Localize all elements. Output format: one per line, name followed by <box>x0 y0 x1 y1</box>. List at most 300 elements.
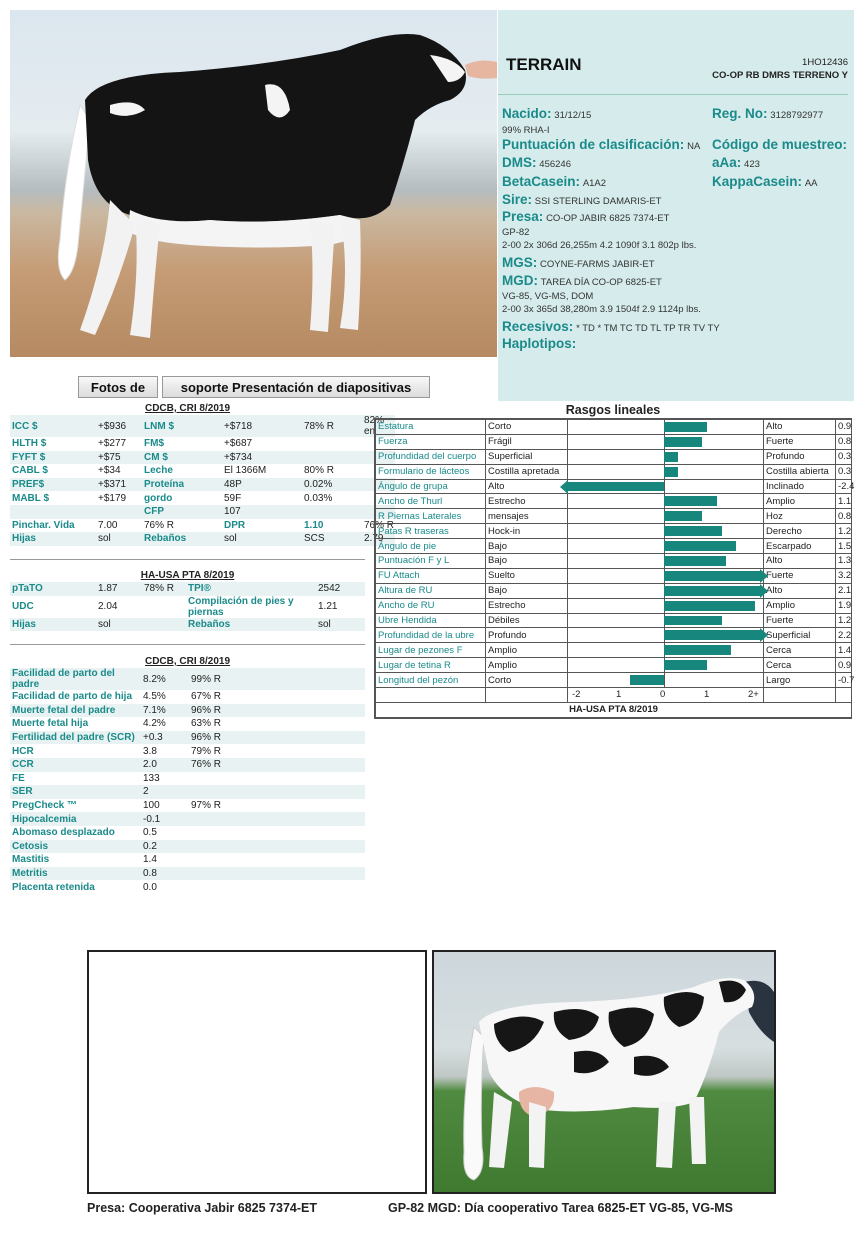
ha-table <box>10 582 365 631</box>
table-cell: SCS <box>302 532 362 546</box>
table-cell: -0.1 <box>141 812 189 826</box>
table-cell: +0.3 <box>141 731 189 745</box>
trait-bar <box>568 482 664 492</box>
trait-row <box>376 479 852 494</box>
caption-mgd: GP-82 MGD: Día cooperativo Tarea 6825-ET VG-85, VG-MS <box>388 1201 734 1215</box>
trait-value: 3.2 <box>836 568 852 583</box>
table-cell <box>189 772 365 786</box>
beta-label: BetaCasein: <box>502 174 581 189</box>
table-cell: gordo <box>144 492 173 504</box>
trait-bar <box>664 556 726 566</box>
trait-name: Ángulo de grupa <box>376 479 486 494</box>
table-cell: Metritis <box>10 867 141 881</box>
table-cell: 48P <box>222 478 302 492</box>
table-cell: +$75 <box>96 451 142 465</box>
table-row <box>10 478 395 492</box>
trait-high-label: Alto <box>764 420 836 435</box>
presa-value: CO-OP JABIR 6825 7374-ET <box>546 213 670 224</box>
trait-bar-cell <box>568 539 764 554</box>
table-row <box>10 464 395 478</box>
table-cell: LNM $ <box>142 415 222 437</box>
recesivos-label: Recesivos: <box>502 319 574 334</box>
beta-value: A1A2 <box>582 178 607 189</box>
trait-value: 1.3 <box>836 554 852 569</box>
table-cell: 4.2% <box>143 718 166 730</box>
aaa-label: aAa: <box>712 155 742 170</box>
linear-traits-chart <box>374 418 855 719</box>
sire-label: Sire: <box>502 192 533 207</box>
footer-row <box>376 702 852 717</box>
table-cell: sol <box>222 532 302 546</box>
trait-high-label: Profundo <box>764 449 836 464</box>
trait-high-label: Fuerte <box>764 434 836 449</box>
trait-row <box>376 464 852 479</box>
table-cell <box>189 840 365 854</box>
table-cell: Hipocalcemia <box>10 812 141 826</box>
table-cell: ICC $ <box>10 415 96 437</box>
table-row <box>10 437 395 451</box>
trait-low-label: Bajo <box>486 539 568 554</box>
mgs-label: MGS: <box>502 255 538 270</box>
table-cell: 1.21 <box>318 601 338 613</box>
linear-table <box>375 419 855 718</box>
trait-row <box>376 539 852 554</box>
trait-bar-cell <box>568 420 764 435</box>
table-cell: Hijas <box>10 618 96 632</box>
overflow-arrow <box>760 569 768 583</box>
trait-value: 2.1 <box>836 583 852 598</box>
table-cell: 7.00 <box>98 519 118 531</box>
trait-bar <box>664 571 760 581</box>
trait-bar-cell <box>568 494 764 509</box>
trait-high-label: Amplio <box>764 494 836 509</box>
trait-name: FU Attach <box>376 568 486 583</box>
table-cell: 2542 <box>316 582 365 596</box>
trait-row <box>376 628 852 643</box>
trait-name: Ubre Hendida <box>376 613 486 628</box>
trait-high-label: Fuerte <box>764 613 836 628</box>
table-cell: FYFT $ <box>10 451 96 465</box>
trait-low-label: Amplio <box>486 658 568 673</box>
codigo-label: Código de muestreo: <box>712 137 848 152</box>
table-row <box>10 596 365 618</box>
trait-value: 2.2 <box>836 628 852 643</box>
aaa-value: 423 <box>744 159 760 170</box>
trait-bar <box>664 422 707 432</box>
trait-value: 1.1 <box>836 494 852 509</box>
trait-name: Ángulo de pie <box>376 539 486 554</box>
trait-bar <box>664 437 702 447</box>
trait-low-label: Profundo <box>486 628 568 643</box>
table-cell <box>142 596 186 618</box>
trait-row <box>376 673 852 688</box>
table-cell: sol <box>96 532 142 546</box>
table-cell: +$277 <box>98 438 127 450</box>
trait-name: R Piernas Laterales <box>376 509 486 524</box>
table-cell: PregCheck ™ <box>12 800 78 812</box>
animal-name: TERRAIN <box>506 55 582 74</box>
table-cell: El 1366M <box>224 465 267 477</box>
table-row <box>10 491 395 505</box>
table-row <box>10 451 395 465</box>
animal-code: 1HO12436 <box>802 57 848 68</box>
trait-bar-cell <box>568 524 764 539</box>
trait-name: Ancho de RU <box>376 598 486 613</box>
table-row <box>10 744 365 758</box>
trait-row <box>376 583 852 598</box>
table-cell <box>302 505 362 519</box>
divider <box>498 94 848 95</box>
linear-footer: HA-USA PTA 8/2019 <box>376 702 852 717</box>
table-cell: CABL $ <box>12 465 48 477</box>
presa-class: GP-82 <box>502 227 530 238</box>
mgd-value: TAREA DÍA CO-OP 6825-ET <box>540 277 662 288</box>
trait-low-label: Hock-in <box>486 524 568 539</box>
divider <box>10 644 365 645</box>
table-cell: Facilidad de parto del padre <box>10 668 141 690</box>
recesivos-value: * TD * TM TC TD TL TP TR TV TY <box>576 323 720 334</box>
table-cell: 67% R <box>191 691 222 703</box>
haplo-label: Haplotipos: <box>502 336 577 351</box>
trait-name: Altura de RU <box>376 583 486 598</box>
trait-bar <box>664 496 717 506</box>
table-cell: pTaTO <box>10 582 96 596</box>
table-cell: +$34 <box>98 465 121 477</box>
cdcb2-title: CDCB, CRI 8/2019 <box>144 656 231 667</box>
table-row <box>10 519 395 533</box>
fotos-button[interactable]: Fotos de <box>78 376 158 398</box>
trait-bar <box>664 630 760 640</box>
table-cell: sol <box>96 618 142 632</box>
table-cell: 2.79 <box>362 532 395 546</box>
table-row <box>10 668 365 690</box>
trait-high-label: Alto <box>764 554 836 569</box>
table-cell: SER <box>10 785 141 799</box>
trait-value: 1.4 <box>836 643 852 658</box>
ha-title: HA-USA PTA 8/2019 <box>140 570 235 581</box>
trait-value: 1.2 <box>836 613 852 628</box>
axis-tick-label: 1 <box>616 689 622 701</box>
axis-tick-label: -2 <box>572 689 581 701</box>
table-cell <box>189 867 365 881</box>
trait-value: 1.9 <box>836 598 852 613</box>
trait-high-label: Hoz <box>764 509 836 524</box>
trait-low-label: Costilla apretada <box>486 464 568 479</box>
table-row <box>10 758 365 772</box>
trait-bar-cell <box>568 479 764 494</box>
trait-bar-cell <box>568 643 764 658</box>
mgs-value: COYNE-FARMS JABIR-ET <box>540 259 655 270</box>
bull-illustration <box>10 10 497 357</box>
punt-value: NA <box>687 141 701 152</box>
zero-axis <box>664 480 665 494</box>
reg-label: Reg. No: <box>712 106 768 121</box>
table-cell: 76% R <box>364 519 395 531</box>
trait-row <box>376 554 852 569</box>
cdcb1-title: CDCB, CRI 8/2019 <box>144 403 231 414</box>
trait-high-label: Cerca <box>764 658 836 673</box>
table-cell <box>189 785 365 799</box>
table-cell: TPI® <box>186 582 306 596</box>
trait-high-label: Largo <box>764 673 836 688</box>
table-cell: Leche <box>144 465 173 477</box>
table-cell: HCR <box>12 745 34 757</box>
trait-value: 0.9 <box>836 420 852 435</box>
trait-high-label: Derecho <box>764 524 836 539</box>
trait-bar-cell <box>568 509 764 524</box>
trait-bar-cell <box>568 568 764 583</box>
slideshow-button[interactable]: soporte Presentación de diapositivas <box>162 376 430 398</box>
table-row <box>10 840 365 854</box>
table-cell: UDC <box>12 601 34 613</box>
table-cell: +$371 <box>96 478 142 492</box>
rha-value: 99% RHA-I <box>502 125 550 136</box>
mgd-label: MGD: <box>502 273 538 288</box>
table-cell <box>189 812 365 826</box>
trait-name: Patas R traseras <box>376 524 486 539</box>
trait-high-label: Superficial <box>764 628 836 643</box>
spacer <box>486 688 568 703</box>
table-cell <box>189 853 365 867</box>
trait-bar <box>664 511 702 521</box>
cdcb2-table <box>10 668 365 894</box>
trait-high-label: Inclinado <box>764 479 836 494</box>
trait-name: Estatura <box>376 420 486 435</box>
trait-row <box>376 568 852 583</box>
table-cell: 2 <box>141 785 189 799</box>
trait-row <box>376 449 852 464</box>
table-row <box>10 505 395 519</box>
table-cell: sol <box>316 618 365 632</box>
trait-low-label: mensajes <box>486 509 568 524</box>
trait-value: 0.9 <box>836 658 852 673</box>
table-row <box>10 704 365 718</box>
table-cell: 96% R <box>189 731 365 745</box>
dms-value: 456246 <box>539 159 571 170</box>
table-row <box>10 717 365 731</box>
caption-dam: Presa: Cooperativa Jabir 6825 7374-ET <box>87 1201 317 1215</box>
table-cell: 0.02% <box>302 478 362 492</box>
trait-bar-cell <box>568 673 764 688</box>
trait-row <box>376 613 852 628</box>
trait-value: -2.4 <box>836 479 852 494</box>
table-cell: 78% R <box>302 415 362 437</box>
cdcb1-table <box>10 415 395 546</box>
axis-tick-label: 1 <box>704 689 710 701</box>
trait-value: 0.3 <box>836 464 852 479</box>
axis-tick-label: 0 <box>660 689 666 701</box>
trait-bar-cell <box>568 598 764 613</box>
trait-bar-cell <box>568 613 764 628</box>
trait-row <box>376 658 852 673</box>
table-cell: 3.8 <box>143 745 157 757</box>
trait-bar <box>630 675 664 685</box>
table-cell: 76% R <box>189 758 365 772</box>
table-row <box>10 690 365 704</box>
table-row <box>10 731 365 745</box>
trait-low-label: Suelto <box>486 568 568 583</box>
trait-bar-cell <box>568 434 764 449</box>
table-cell: PREF$ <box>10 478 96 492</box>
table-row <box>10 618 365 632</box>
trait-value: 1.2 <box>836 524 852 539</box>
table-cell <box>142 618 186 632</box>
table-row <box>10 785 365 799</box>
trait-bar-cell <box>568 464 764 479</box>
table-cell: +$687 <box>224 438 253 450</box>
table-row <box>10 880 365 894</box>
table-cell <box>306 596 316 618</box>
trait-row <box>376 434 852 449</box>
table-cell: Fertilidad del padre (SCR) <box>10 731 141 745</box>
table-cell <box>306 582 316 596</box>
kappa-label: KappaCasein: <box>712 174 803 189</box>
table-cell: 0.2 <box>141 840 189 854</box>
table-cell <box>189 826 365 840</box>
trait-name: Profundidad de la ubre <box>376 628 486 643</box>
trait-low-label: Alto <box>486 479 568 494</box>
table-cell: MABL $ <box>12 492 50 504</box>
table-cell: +$734 <box>222 451 302 465</box>
table-cell: CCR <box>10 758 141 772</box>
spacer <box>376 688 486 703</box>
trait-row <box>376 643 852 658</box>
table-cell: 59F <box>224 492 242 504</box>
trait-bar <box>664 660 707 670</box>
table-cell: 0.0 <box>143 881 157 893</box>
table-cell: 79% R <box>191 745 222 757</box>
linear-title: Rasgos lineales <box>565 403 661 417</box>
trait-bar <box>664 601 755 611</box>
table-cell: Proteína <box>142 478 222 492</box>
trait-low-label: Corto <box>486 673 568 688</box>
table-cell: CM $ <box>142 451 222 465</box>
table-row <box>10 532 395 546</box>
trait-low-label: Estrecho <box>486 494 568 509</box>
trait-name: Formulario de lácteos <box>376 464 486 479</box>
trait-name: Lugar de pezones F <box>376 643 486 658</box>
table-cell <box>306 618 316 632</box>
trait-bar <box>664 526 722 536</box>
table-row <box>10 415 395 437</box>
table-cell: DPR <box>224 519 246 531</box>
table-row <box>10 853 365 867</box>
trait-low-label: Bajo <box>486 583 568 598</box>
overflow-arrow <box>760 628 768 642</box>
table-cell: 0.5 <box>143 827 157 839</box>
table-cell <box>96 505 142 519</box>
trait-name: Longitud del pezón <box>376 673 486 688</box>
table-cell: 2.0 <box>141 758 189 772</box>
table-cell: 1.10 <box>304 519 324 531</box>
table-cell: Hijas <box>10 532 96 546</box>
mgd-record: 2-00 3x 365d 38,280m 3.9 1504f 2.9 1124p lbs. <box>502 304 701 315</box>
table-cell <box>302 437 362 451</box>
trait-name: Fuerza <box>376 434 486 449</box>
trait-high-label: Amplio <box>764 598 836 613</box>
trait-bar-cell <box>568 554 764 569</box>
trait-low-label: Débiles <box>486 613 568 628</box>
table-cell: Muerte fetal hija <box>12 718 89 730</box>
table-cell <box>189 880 365 894</box>
trait-high-label: Alto <box>764 583 836 598</box>
table-cell: 99% R <box>189 668 365 690</box>
trait-name: Puntuación F y L <box>376 554 486 569</box>
table-cell: 100 <box>143 800 160 812</box>
table-cell: 1.4 <box>143 854 157 866</box>
axis-row <box>376 688 852 703</box>
table-cell: +$718 <box>222 415 302 437</box>
trait-value: -0.7 <box>836 673 852 688</box>
trait-row <box>376 494 852 509</box>
table-cell <box>302 451 362 465</box>
trait-bar-cell <box>568 449 764 464</box>
table-row <box>10 867 365 881</box>
trait-value: 1.5 <box>836 539 852 554</box>
table-cell <box>10 505 96 519</box>
table-cell: FE <box>12 772 25 784</box>
sire-value: SSI STERLING DAMARIS-ET <box>534 196 662 207</box>
presa-label: Presa: <box>502 209 544 224</box>
table-cell: Mastitis <box>12 854 50 866</box>
trait-low-label: Bajo <box>486 554 568 569</box>
table-cell: 97% R <box>191 800 222 812</box>
mgd-class: VG-85, VG-MS, DOM <box>502 291 594 302</box>
trait-bar <box>664 541 736 551</box>
table-cell: HLTH $ <box>12 438 47 450</box>
trait-value: 0.8 <box>836 434 852 449</box>
trait-low-label: Superficial <box>486 449 568 464</box>
trait-row <box>376 509 852 524</box>
trait-low-label: Corto <box>486 420 568 435</box>
table-cell: Pinchar. Vida <box>12 519 75 531</box>
table-cell: Facilidad de parto de hija <box>12 691 133 703</box>
trait-high-label: Cerca <box>764 643 836 658</box>
table-row <box>10 799 365 813</box>
table-cell: 2.04 <box>98 601 118 613</box>
overflow-arrow <box>760 584 768 598</box>
table-cell: +$936 <box>96 415 142 437</box>
info-panel <box>498 10 854 401</box>
kappa-value: AA <box>804 178 818 189</box>
table-cell: 96% R <box>189 704 365 718</box>
table-cell: 1.87 <box>96 582 142 596</box>
overflow-arrow <box>560 480 568 494</box>
spacer <box>764 688 836 703</box>
nacido-value: 31/12/15 <box>554 110 592 121</box>
axis-labels <box>568 688 764 703</box>
trait-name: Ancho de Thurl <box>376 494 486 509</box>
table-cell: 78% R <box>142 582 186 596</box>
trait-high-label: Costilla abierta <box>764 464 836 479</box>
spacer <box>836 688 852 703</box>
table-row <box>10 582 365 596</box>
trait-bar <box>664 452 678 462</box>
zero-axis <box>664 673 665 687</box>
table-cell: Cetosis <box>10 840 141 854</box>
table-cell: Placenta retenida <box>12 881 95 893</box>
table-cell: 8.2% <box>141 668 189 690</box>
bull-photo <box>10 10 497 357</box>
trait-high-label: Escarpado <box>764 539 836 554</box>
reg-value: 3128792977 <box>770 110 824 121</box>
table-row <box>10 826 365 840</box>
dms-label: DMS: <box>502 155 537 170</box>
table-row <box>10 772 365 786</box>
table-cell: 0.8 <box>141 867 189 881</box>
trait-name: Lugar de tetina R <box>376 658 486 673</box>
table-cell: Abomaso desplazado <box>12 827 115 839</box>
